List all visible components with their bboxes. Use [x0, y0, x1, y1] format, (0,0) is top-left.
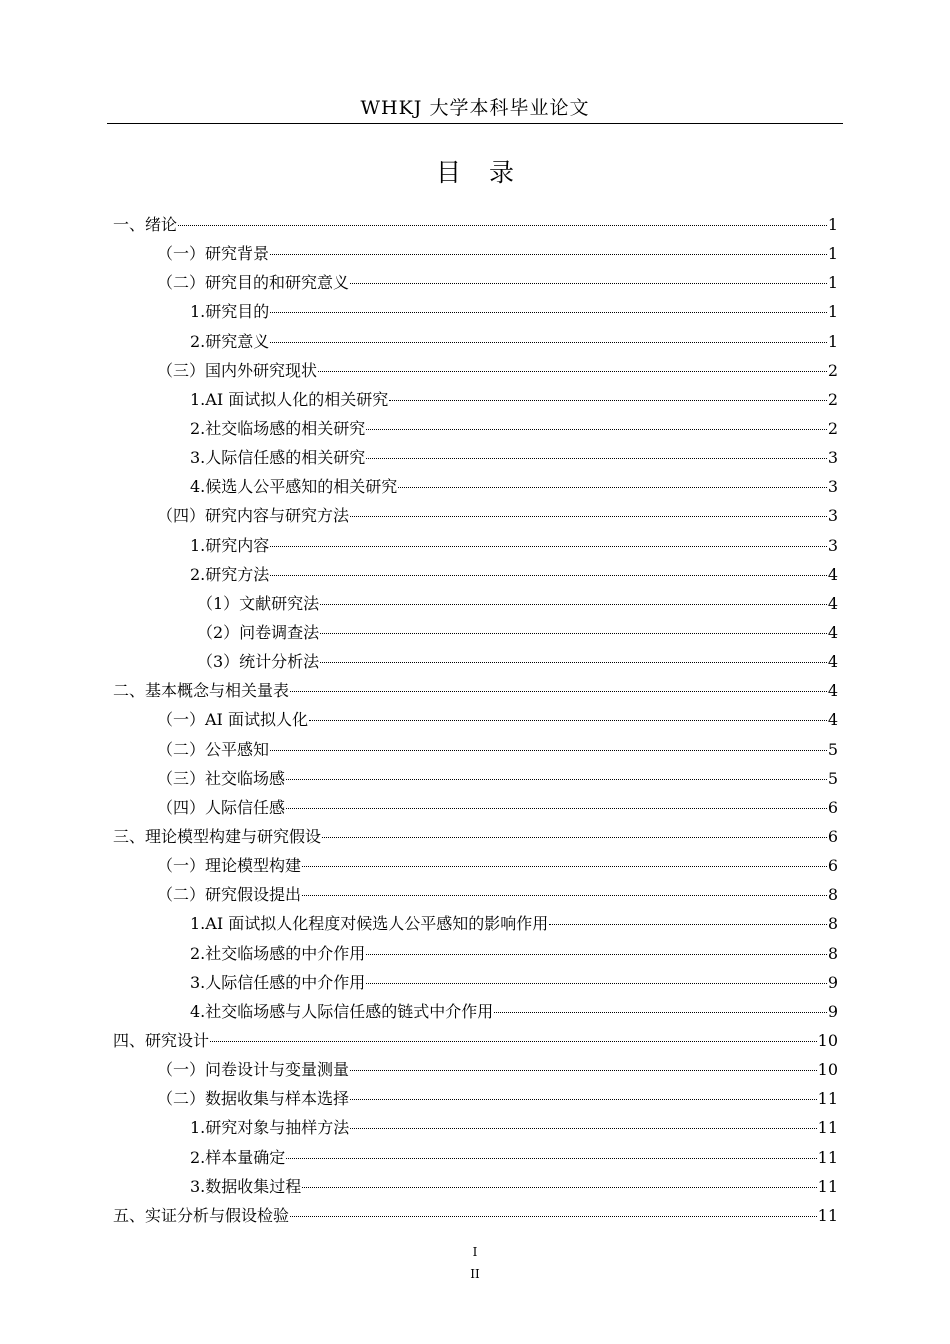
toc-entry[interactable]	[113, 793, 838, 822]
toc-entry-label: （二）公平感知	[157, 739, 270, 759]
toc-entry[interactable]	[113, 268, 838, 297]
toc-dot-leader	[302, 895, 827, 896]
toc-entry-page-number: 9	[827, 1001, 838, 1021]
toc-entry[interactable]	[113, 414, 838, 443]
toc-entry-label: 1.研究内容	[190, 535, 270, 555]
toc-entry[interactable]	[113, 764, 838, 793]
toc-entry-page-number: 10	[817, 1060, 838, 1080]
toc-entry-label: （三）社交临场感	[157, 768, 286, 788]
toc-entry-label: 1.研究对象与抽样方法	[190, 1118, 350, 1138]
toc-entry[interactable]	[113, 531, 838, 560]
toc-dot-leader	[389, 400, 827, 401]
toc-entry[interactable]	[113, 705, 838, 734]
toc-entry-label: 3.人际信任感的中介作用	[190, 972, 366, 992]
toc-dot-leader	[309, 720, 827, 721]
toc-entry[interactable]	[113, 997, 838, 1026]
toc-entry-label: （四）研究内容与研究方法	[157, 506, 350, 526]
toc-entry-page-number: 1	[827, 215, 838, 234]
toc-entry-page-number: 8	[827, 914, 838, 934]
toc-entry[interactable]	[113, 1201, 838, 1230]
toc-entry[interactable]	[113, 501, 838, 530]
toc-entry-page-number: 1	[827, 331, 838, 351]
toc-entry-label: 二、基本概念与相关量表	[113, 681, 290, 701]
header-divider	[107, 123, 843, 124]
toc-entry-label: 1.研究目的	[190, 302, 270, 322]
toc-entry-page-number: 2	[827, 360, 838, 380]
toc-entry-page-number: 6	[827, 856, 838, 876]
toc-entry-label: 3.数据收集过程	[190, 1176, 302, 1196]
toc-dot-leader	[322, 837, 827, 838]
toc-entry-label: （一）理论模型构建	[157, 856, 302, 876]
toc-entry-label: （1）文献研究法	[197, 593, 320, 613]
toc-entry-label: （一）研究背景	[157, 244, 270, 264]
toc-entry-page-number: 4	[827, 681, 838, 701]
toc-entry-page-number: 4	[827, 652, 838, 672]
toc-dot-leader	[270, 312, 827, 313]
toc-entry-page-number: 11	[817, 1147, 838, 1167]
toc-entry-page-number: 10	[817, 1030, 838, 1050]
toc-entry-label: 2.社交临场感的相关研究	[190, 418, 366, 438]
toc-entry-label: 3.人际信任感的相关研究	[190, 448, 366, 468]
toc-entry-label: （一）问卷设计与变量测量	[157, 1060, 350, 1080]
table-of-contents	[113, 210, 838, 1230]
toc-entry-label: （二）研究假设提出	[157, 885, 302, 905]
toc-dot-leader	[286, 779, 827, 780]
toc-dot-leader	[350, 283, 827, 284]
toc-dot-leader	[286, 1158, 816, 1159]
toc-entry[interactable]	[113, 822, 838, 851]
toc-entry[interactable]	[113, 210, 838, 239]
toc-entry-page-number: 11	[817, 1176, 838, 1196]
toc-dot-leader	[270, 575, 827, 576]
toc-entry-page-number: 5	[827, 739, 838, 759]
toc-entry[interactable]	[113, 443, 838, 472]
toc-dot-leader	[320, 633, 827, 634]
toc-entry-label: （四）人际信任感	[157, 797, 286, 817]
page-number-roman-secondary: II	[470, 1267, 480, 1281]
toc-dot-leader	[270, 546, 827, 547]
toc-entry-label: 2.研究方法	[190, 564, 270, 584]
toc-dot-leader	[286, 808, 827, 809]
running-header: WHKJ 大学本科毕业论文	[360, 97, 590, 119]
toc-entry-page-number: 3	[827, 477, 838, 497]
toc-entry-page-number: 3	[827, 448, 838, 468]
toc-entry-page-number: 1	[827, 273, 838, 293]
toc-entry-page-number: 4	[827, 622, 838, 642]
toc-entry[interactable]	[113, 239, 838, 268]
toc-entry[interactable]	[113, 472, 838, 501]
toc-entry[interactable]	[113, 676, 838, 705]
toc-entry[interactable]	[113, 1172, 838, 1201]
toc-entry[interactable]	[113, 1055, 838, 1084]
toc-dot-leader	[350, 1128, 816, 1129]
toc-dot-leader	[270, 254, 827, 255]
toc-entry[interactable]	[113, 968, 838, 997]
toc-entry[interactable]	[113, 589, 838, 618]
toc-entry[interactable]	[113, 647, 838, 676]
toc-entry-label: （3）统计分析法	[197, 652, 320, 672]
toc-entry-label: （三）国内外研究现状	[157, 360, 318, 380]
toc-entry-label: 三、理论模型构建与研究假设	[113, 826, 322, 846]
toc-dot-leader	[270, 750, 827, 751]
toc-entry-label: （二）数据收集与样本选择	[157, 1089, 350, 1109]
toc-entry-page-number: 2	[827, 389, 838, 409]
toc-entry-page-number: 3	[827, 535, 838, 555]
toc-dot-leader	[302, 1187, 816, 1188]
toc-entry[interactable]	[113, 851, 838, 880]
toc-entry-label: 1.AI 面试拟人化的相关研究	[190, 389, 389, 409]
toc-entry[interactable]	[113, 735, 838, 764]
toc-dot-leader	[366, 954, 827, 955]
toc-entry-page-number: 3	[827, 506, 838, 526]
toc-entry-page-number: 4	[827, 593, 838, 613]
toc-entry-page-number: 1	[827, 302, 838, 322]
toc-entry[interactable]	[113, 1026, 838, 1055]
toc-entry[interactable]	[113, 880, 838, 909]
toc-dot-leader	[350, 1070, 817, 1071]
toc-entry[interactable]	[113, 909, 838, 938]
toc-entry[interactable]	[113, 1143, 838, 1172]
toc-entry-label: 4.社交临场感与人际信任感的链式中介作用	[190, 1001, 494, 1021]
toc-entry-page-number: 6	[827, 797, 838, 817]
toc-entry[interactable]	[113, 327, 838, 356]
toc-entry-label: 四、研究设计	[113, 1030, 210, 1050]
toc-entry-page-number: 8	[827, 885, 838, 905]
toc-entry-page-number: 1	[827, 244, 838, 264]
toc-dot-leader	[318, 371, 827, 372]
toc-entry-page-number: 11	[817, 1089, 838, 1109]
toc-dot-leader	[320, 662, 827, 663]
toc-entry-label: 2.研究意义	[190, 331, 270, 351]
toc-entry-label: 2.社交临场感的中介作用	[190, 943, 366, 963]
toc-entry-page-number: 11	[817, 1205, 838, 1225]
toc-dot-leader	[366, 429, 827, 430]
toc-dot-leader	[210, 1041, 817, 1042]
toc-entry-label: 1.AI 面试拟人化程度对候选人公平感知的影响作用	[190, 914, 549, 934]
toc-entry[interactable]	[113, 560, 838, 589]
toc-entry[interactable]	[113, 618, 838, 647]
toc-entry-page-number: 2	[827, 418, 838, 438]
toc-entry-label: （一）AI 面试拟人化	[157, 710, 308, 730]
toc-dot-leader	[350, 516, 827, 517]
page-number-roman: I	[472, 1245, 478, 1259]
toc-dot-leader	[178, 225, 827, 226]
toc-entry-page-number: 6	[827, 826, 838, 846]
toc-entry[interactable]	[113, 1084, 838, 1113]
toc-dot-leader	[549, 924, 827, 925]
toc-entry-page-number: 4	[827, 564, 838, 584]
toc-entry-page-number: 5	[827, 768, 838, 788]
toc-dot-leader	[366, 458, 827, 459]
toc-dot-leader	[398, 487, 827, 488]
toc-title: 目 录	[436, 158, 524, 187]
toc-dot-leader	[494, 1012, 827, 1013]
toc-entry[interactable]	[113, 297, 838, 326]
toc-entry-page-number: 4	[827, 710, 838, 730]
toc-entry-label: 一、绪论	[113, 215, 178, 234]
toc-dot-leader	[290, 1216, 817, 1217]
toc-dot-leader	[350, 1099, 817, 1100]
toc-entry-label: 五、实证分析与假设检验	[113, 1205, 290, 1225]
toc-dot-leader	[320, 604, 827, 605]
toc-entry-page-number: 8	[827, 943, 838, 963]
toc-dot-leader	[302, 866, 827, 867]
toc-entry-label: 4.候选人公平感知的相关研究	[190, 477, 398, 497]
toc-dot-leader	[270, 342, 827, 343]
toc-entry-label: （二）研究目的和研究意义	[157, 273, 350, 293]
toc-entry[interactable]	[113, 939, 838, 968]
toc-entry[interactable]	[113, 385, 838, 414]
toc-entry-page-number: 11	[817, 1118, 838, 1138]
toc-entry-label: 2.样本量确定	[190, 1147, 286, 1167]
toc-entry[interactable]	[113, 1113, 838, 1142]
toc-entry[interactable]	[113, 356, 838, 385]
toc-entry-page-number: 9	[827, 972, 838, 992]
toc-entry-label: （2）问卷调查法	[197, 622, 320, 642]
toc-dot-leader	[290, 691, 827, 692]
toc-dot-leader	[366, 983, 827, 984]
